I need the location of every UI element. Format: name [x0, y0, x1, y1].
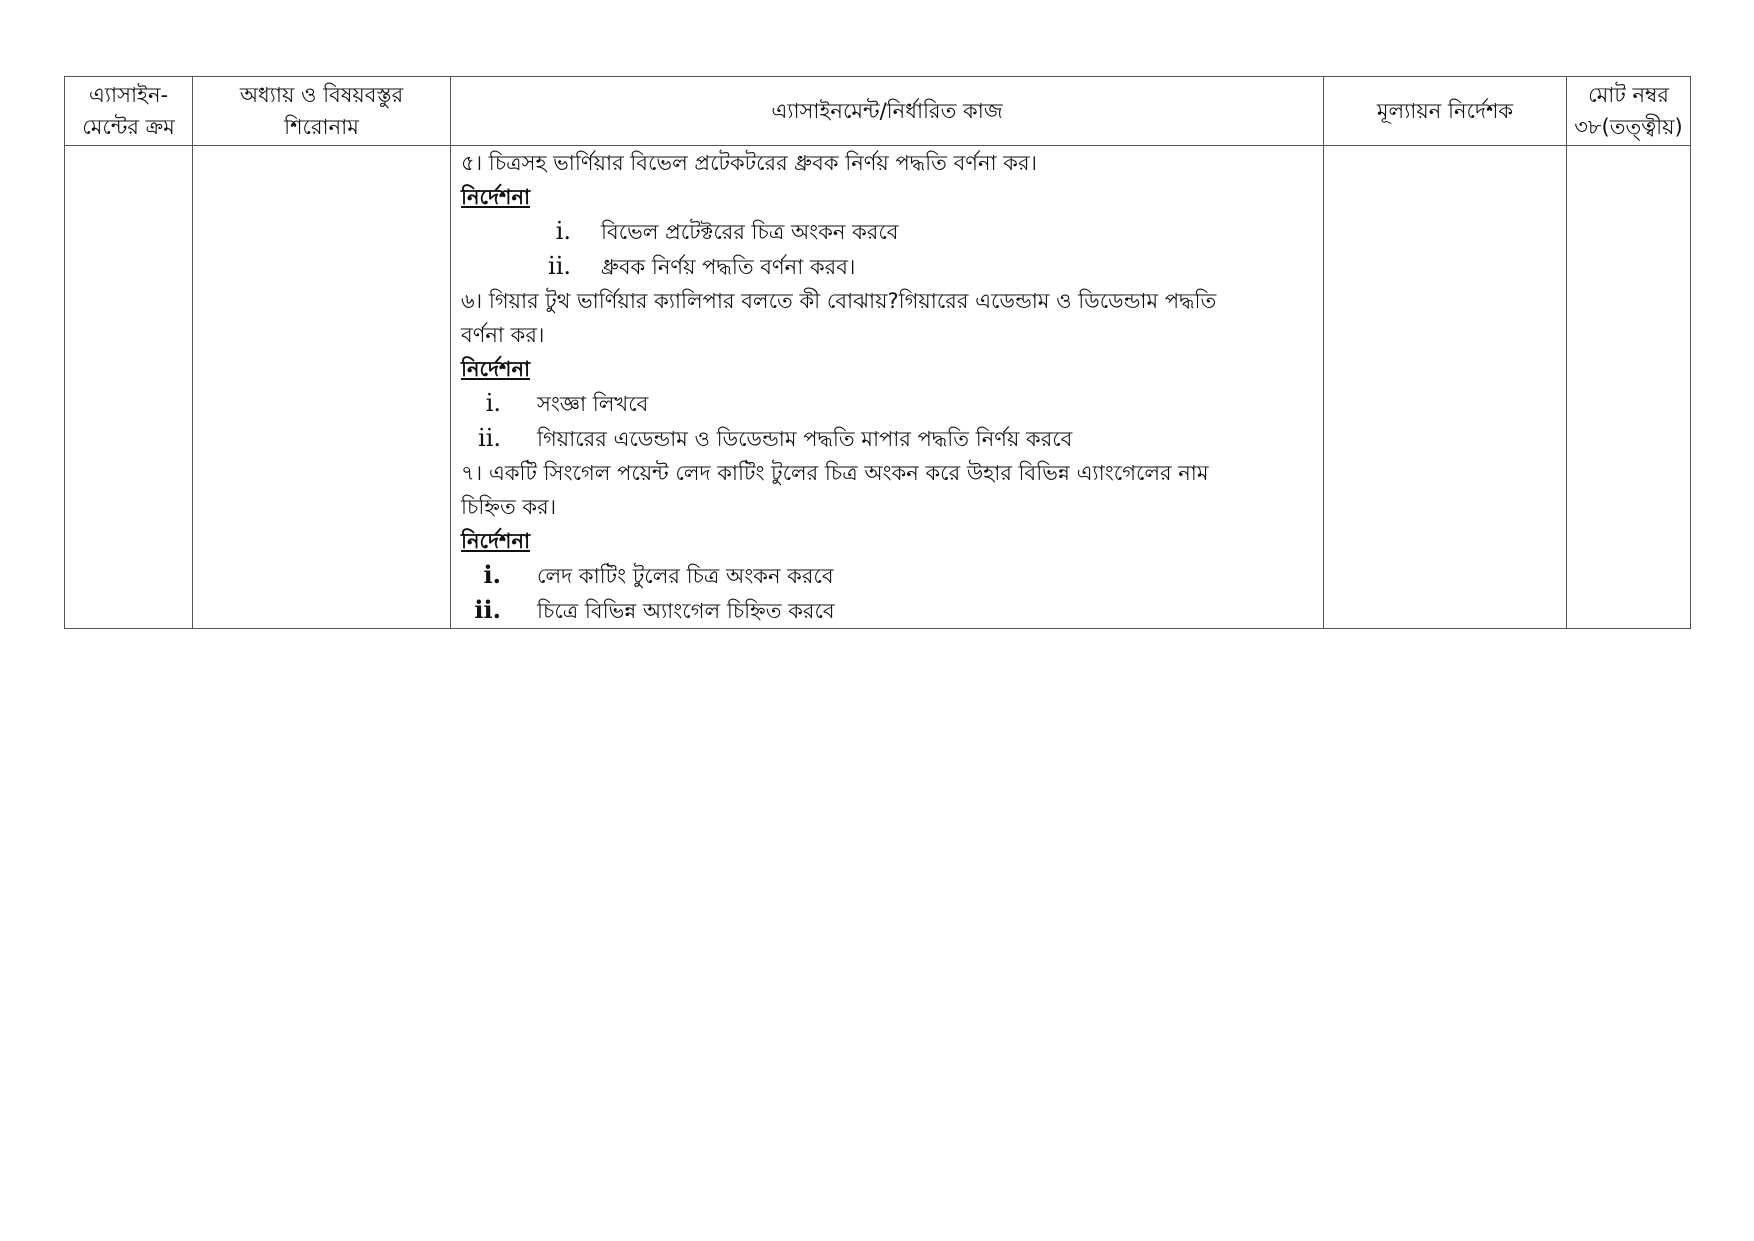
direction-list-7	[461, 558, 1323, 628]
cell-chapter-title	[193, 146, 451, 629]
header-assignment-serial	[65, 77, 193, 146]
header-chapter-title	[193, 77, 451, 146]
header-total-marks	[1567, 77, 1691, 146]
direction-list-6	[461, 386, 1323, 456]
cell-total-marks	[1567, 146, 1691, 629]
list-item-number: ii.	[478, 424, 501, 452]
list-item	[461, 249, 1323, 284]
list-item	[461, 593, 1323, 628]
cell-assignment-task	[451, 146, 1324, 629]
list-item-number: ii.	[548, 252, 571, 280]
direction-heading-5: নির্দেশনা	[461, 185, 531, 209]
list-item-text: লেদ কাটিং টুলের চিত্র অংকন করবে	[537, 564, 834, 588]
assignment-table	[64, 76, 1691, 629]
question-6-line1: ৬। গিয়ার টুথ ভার্ণিয়ার ক্যালিপার বলতে কী বোঝায়?গিয়ারের এডেন্ডাম ও ডিডেন্ডাম পদ্ধতি	[461, 289, 1217, 313]
header-chapter-title-line1: অধ্যায় ও বিষয়বস্তুর	[239, 83, 404, 107]
header-assignment-serial-line1: এ্যাসাইন-	[88, 83, 169, 107]
question-7-line2: চিহ্নিত কর।	[461, 495, 557, 519]
list-item-text: চিত্রে বিভিন্ন অ্যাংগেল চিহ্নিত করবে	[537, 599, 835, 623]
list-item-text: গিয়ারের এডেন্ডাম ও ডিডেন্ডাম পদ্ধতি মাপার পদ্ধতি নির্ণয় করবে	[537, 427, 1073, 451]
header-assignment-task: এ্যাসাইনমেন্ট/নির্ধারিত কাজ	[451, 77, 1324, 146]
direction-heading-7: নির্দেশনা	[461, 529, 531, 553]
list-item-text: ধ্রুবক নির্ণয় পদ্ধতি বর্ণনা করব।	[601, 255, 856, 279]
header-total-marks-line2: ৩৮(তত্ত্বীয়)	[1574, 115, 1683, 139]
cell-assignment-serial	[65, 146, 193, 629]
list-item-text: সংজ্ঞা লিখবে	[537, 392, 649, 416]
list-item-number: i.	[555, 217, 571, 245]
list-item	[461, 214, 1323, 249]
question-5: ৫। চিত্রসহ ভার্ণিয়ার বিভেল প্রটেকটরের ধ্রুবক নির্ণয় পদ্ধতি বর্ণনা কর।	[461, 151, 1038, 175]
list-item	[461, 558, 1323, 593]
list-item-number: ii.	[474, 595, 501, 624]
table-row	[65, 146, 1691, 629]
question-7-line1: ৭। একটি সিংগেল পয়েন্ট লেদ কাটিং টুলের চিত্র অংকন করে উহার বিভিন্ন এ্যাংগেলের নাম	[461, 461, 1209, 485]
question-6-line2: বর্ণনা কর।	[461, 323, 545, 347]
header-chapter-title-line2: শিরোনাম	[284, 115, 359, 139]
cell-evaluation-indicator	[1324, 146, 1567, 629]
table-header-row	[65, 77, 1691, 146]
list-item-number: i.	[483, 560, 501, 589]
list-item	[461, 421, 1323, 456]
list-item-text: বিভেল প্রটেক্টরের চিত্র অংকন করবে	[601, 220, 899, 244]
direction-heading-6: নির্দেশনা	[461, 357, 531, 381]
header-assignment-serial-line2: মেন্টের ক্রম	[82, 115, 175, 139]
header-total-marks-line1: মোট নম্বর	[1588, 83, 1669, 107]
direction-list-5	[461, 214, 1323, 284]
list-item	[461, 386, 1323, 421]
header-evaluation-indicator: মূল্যায়ন নির্দেশক	[1324, 77, 1567, 146]
list-item-number: i.	[485, 389, 501, 417]
